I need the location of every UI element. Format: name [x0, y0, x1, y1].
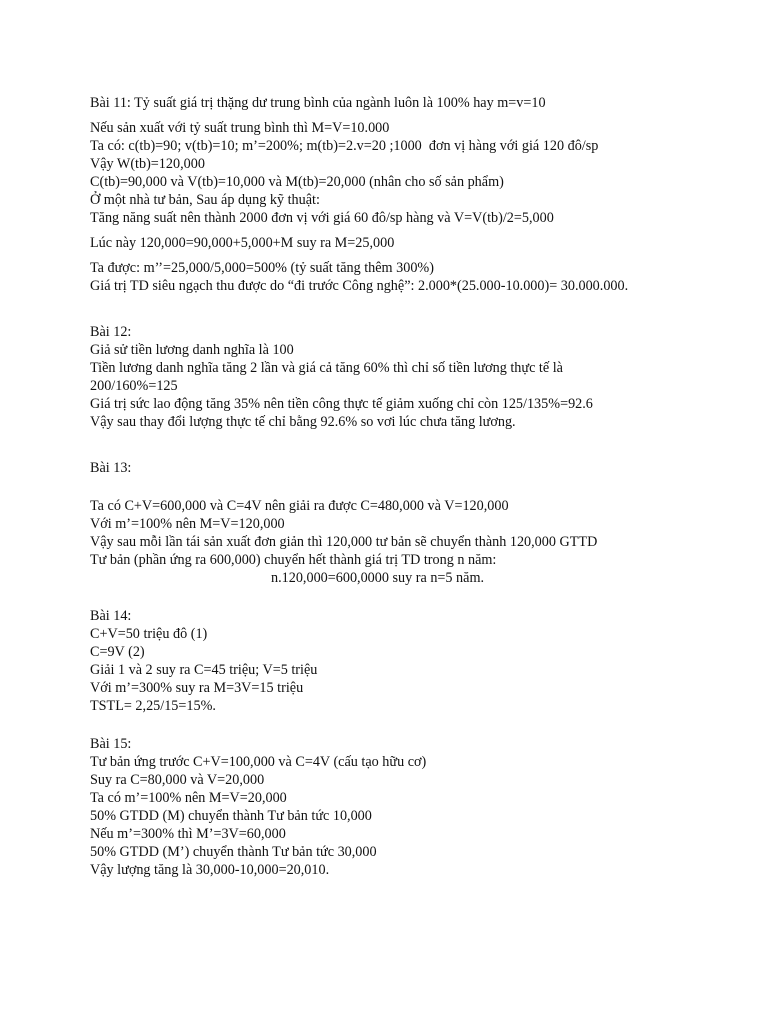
bai15-line: Tư bản ứng trước C+V=100,000 và C=4V (cấu tạo hữu cơ)	[90, 754, 427, 770]
bai11-line: Tăng năng suất nên thành 2000 đơn vị với giá 60 đô/sp hàng và V=V(tb)/2=5,000	[90, 210, 554, 226]
spacer	[90, 587, 730, 607]
bai14-title: Bài 14:	[90, 608, 132, 624]
bai12-line: Giá trị sức lao động tăng 35% nên tiền công thực tế giảm xuống chỉ còn 125/135%=92.6	[90, 396, 593, 412]
bai11-title: Bài 11: Tỷ suất giá trị thặng dư trung bình của ngành luôn là 100% hay m=v=10	[90, 95, 546, 111]
spacer	[90, 252, 730, 259]
bai11-line: Lúc này 120,000=90,000+5,000+M suy ra M=25,000	[90, 235, 395, 251]
bai14-line: Giải 1 và 2 suy ra C=45 triệu; V=5 triệu	[90, 662, 318, 678]
bai13-line: Tư bản (phần ứng ra 600,000) chuyển hết thành giá trị TD trong n năm:	[90, 552, 497, 568]
spacer	[90, 715, 730, 735]
bai15-line: Ta có m’=100% nên M=V=20,000	[90, 790, 287, 806]
bai11-line: C(tb)=90,000 và V(tb)=10,000 và M(tb)=20,000 (nhân cho số sản phẩm)	[90, 174, 504, 190]
spacer	[90, 295, 730, 323]
spacer	[90, 431, 730, 459]
bai15-line: 50% GTDD (M’) chuyển thành Tư bản tức 30,000	[90, 844, 377, 860]
bai15-line: Vậy lượng tăng là 30,000-10,000=20,010.	[90, 862, 330, 878]
bai12-line: Tiền lương danh nghĩa tăng 2 lần và giá cả tăng 60% thì chỉ số tiền lương thực tế là	[90, 360, 563, 376]
bai11-line: Vậy W(tb)=120,000	[90, 156, 205, 172]
bai11-line: Giá trị TD siêu ngạch thu được do “đi trước Công nghệ”: 2.000*(25.000-10.000)= 30.000.000.	[90, 278, 629, 294]
bai12-line: 200/160%=125	[90, 378, 178, 394]
bai14-line: TSTL= 2,25/15=15%.	[90, 698, 216, 714]
bai13-title: Bài 13:	[90, 460, 132, 476]
bai14-line: Với m’=300% suy ra M=3V=15 triệu	[90, 680, 304, 696]
bai14-line: C=9V (2)	[90, 644, 145, 660]
bai12-line: Vậy sau thay đổi lượng thực tế chỉ bằng 92.6% so vơi lúc chưa tăng lương.	[90, 414, 516, 430]
document-page	[90, 94, 730, 879]
bai11-line: Nếu sản xuất với tỷ suất trung bình thì M=V=10.000	[90, 120, 390, 136]
spacer	[90, 112, 730, 119]
bai13-line: Vậy sau mỗi lần tái sản xuất đơn giản thì 120,000 tư bản sẽ chuyển thành 120,000 GTTD	[90, 534, 598, 550]
bai12-title: Bài 12:	[90, 324, 132, 340]
spacer	[90, 227, 730, 234]
bai12-line: Giả sử tiền lương danh nghĩa là 100	[90, 342, 294, 358]
bai15-title: Bài 15:	[90, 736, 132, 752]
bai11-line: Ở một nhà tư bản, Sau áp dụng kỹ thuật:	[90, 192, 320, 208]
bai13-centered-line: n.120,000=600,0000 suy ra n=5 năm.	[271, 570, 485, 586]
bai11-line: Ta được: m’’=25,000/5,000=500% (tỷ suất tăng thêm 300%)	[90, 260, 434, 276]
bai13-line: Ta có C+V=600,000 và C=4V nên giải ra được C=480,000 và V=120,000	[90, 498, 509, 514]
spacer	[90, 477, 730, 497]
bai15-line: 50% GTDD (M) chuyển thành Tư bản tức 10,000	[90, 808, 372, 824]
bai11-line: Ta có: c(tb)=90; v(tb)=10; m’=200%; m(tb)=2.v=20 ;1000 đơn vị hàng với giá 120 đô/sp	[90, 138, 599, 154]
bai14-line: C+V=50 triệu đô (1)	[90, 626, 208, 642]
bai15-line: Nếu m’=300% thì M’=3V=60,000	[90, 826, 286, 842]
bai15-line: Suy ra C=80,000 và V=20,000	[90, 772, 265, 788]
bai13-line: Với m’=100% nên M=V=120,000	[90, 516, 285, 532]
